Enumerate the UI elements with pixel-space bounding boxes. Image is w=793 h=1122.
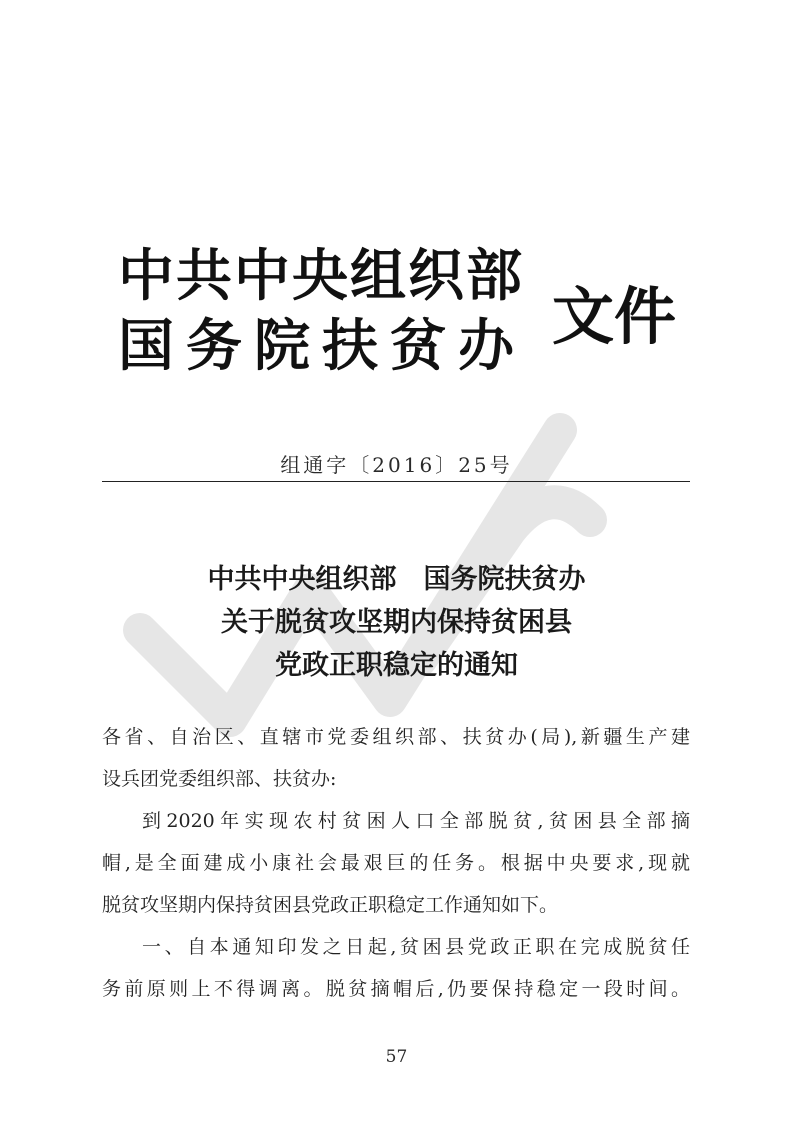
header-divider bbox=[102, 481, 690, 482]
paragraph-1-line-2: 帽,是全面建成小康社会最艰巨的任务。根据中央要求,现就 bbox=[102, 852, 690, 874]
title-line-3: 党政正职稳定的通知 bbox=[275, 650, 518, 681]
notice-title bbox=[0, 558, 793, 687]
paragraph-1-line-3: 脱贫攻坚期内保持贫困县党政正职稳定工作通知如下。 bbox=[102, 894, 559, 916]
paragraph-1-line-1: 到2020年实现农村贫困人口全部脱贫,贫困县全部摘 bbox=[142, 810, 690, 832]
document-type: 文件 bbox=[552, 280, 677, 353]
document-header bbox=[118, 246, 678, 386]
issuer-line-1: 中共中央组织部 bbox=[118, 244, 524, 309]
title-line-2: 关于脱贫攻坚期内保持贫困县 bbox=[221, 607, 572, 638]
salutation-line-1: 各省、自治区、直辖市党委组织部、扶贫办(局),新疆生产建 bbox=[102, 726, 690, 748]
salutation-line-2: 设兵团党委组织部、扶贫办: bbox=[102, 768, 337, 790]
paragraph-2-line-2: 务前原则上不得调离。脱贫摘帽后,仍要保持稳定一段时间。 bbox=[102, 978, 690, 1000]
issuer-line-2: 国务院扶贫办 bbox=[118, 314, 526, 379]
document-number: 组通字〔2016〕25号 bbox=[280, 453, 513, 477]
body-text bbox=[102, 716, 690, 1010]
paragraph-2-line-1: 一、自本通知印发之日起,贫困县党政正职在完成脱贫任 bbox=[142, 936, 690, 958]
page-number: 57 bbox=[385, 1047, 408, 1067]
title-line-1: 中共中央组织部 国务院扶贫办 bbox=[207, 564, 586, 595]
